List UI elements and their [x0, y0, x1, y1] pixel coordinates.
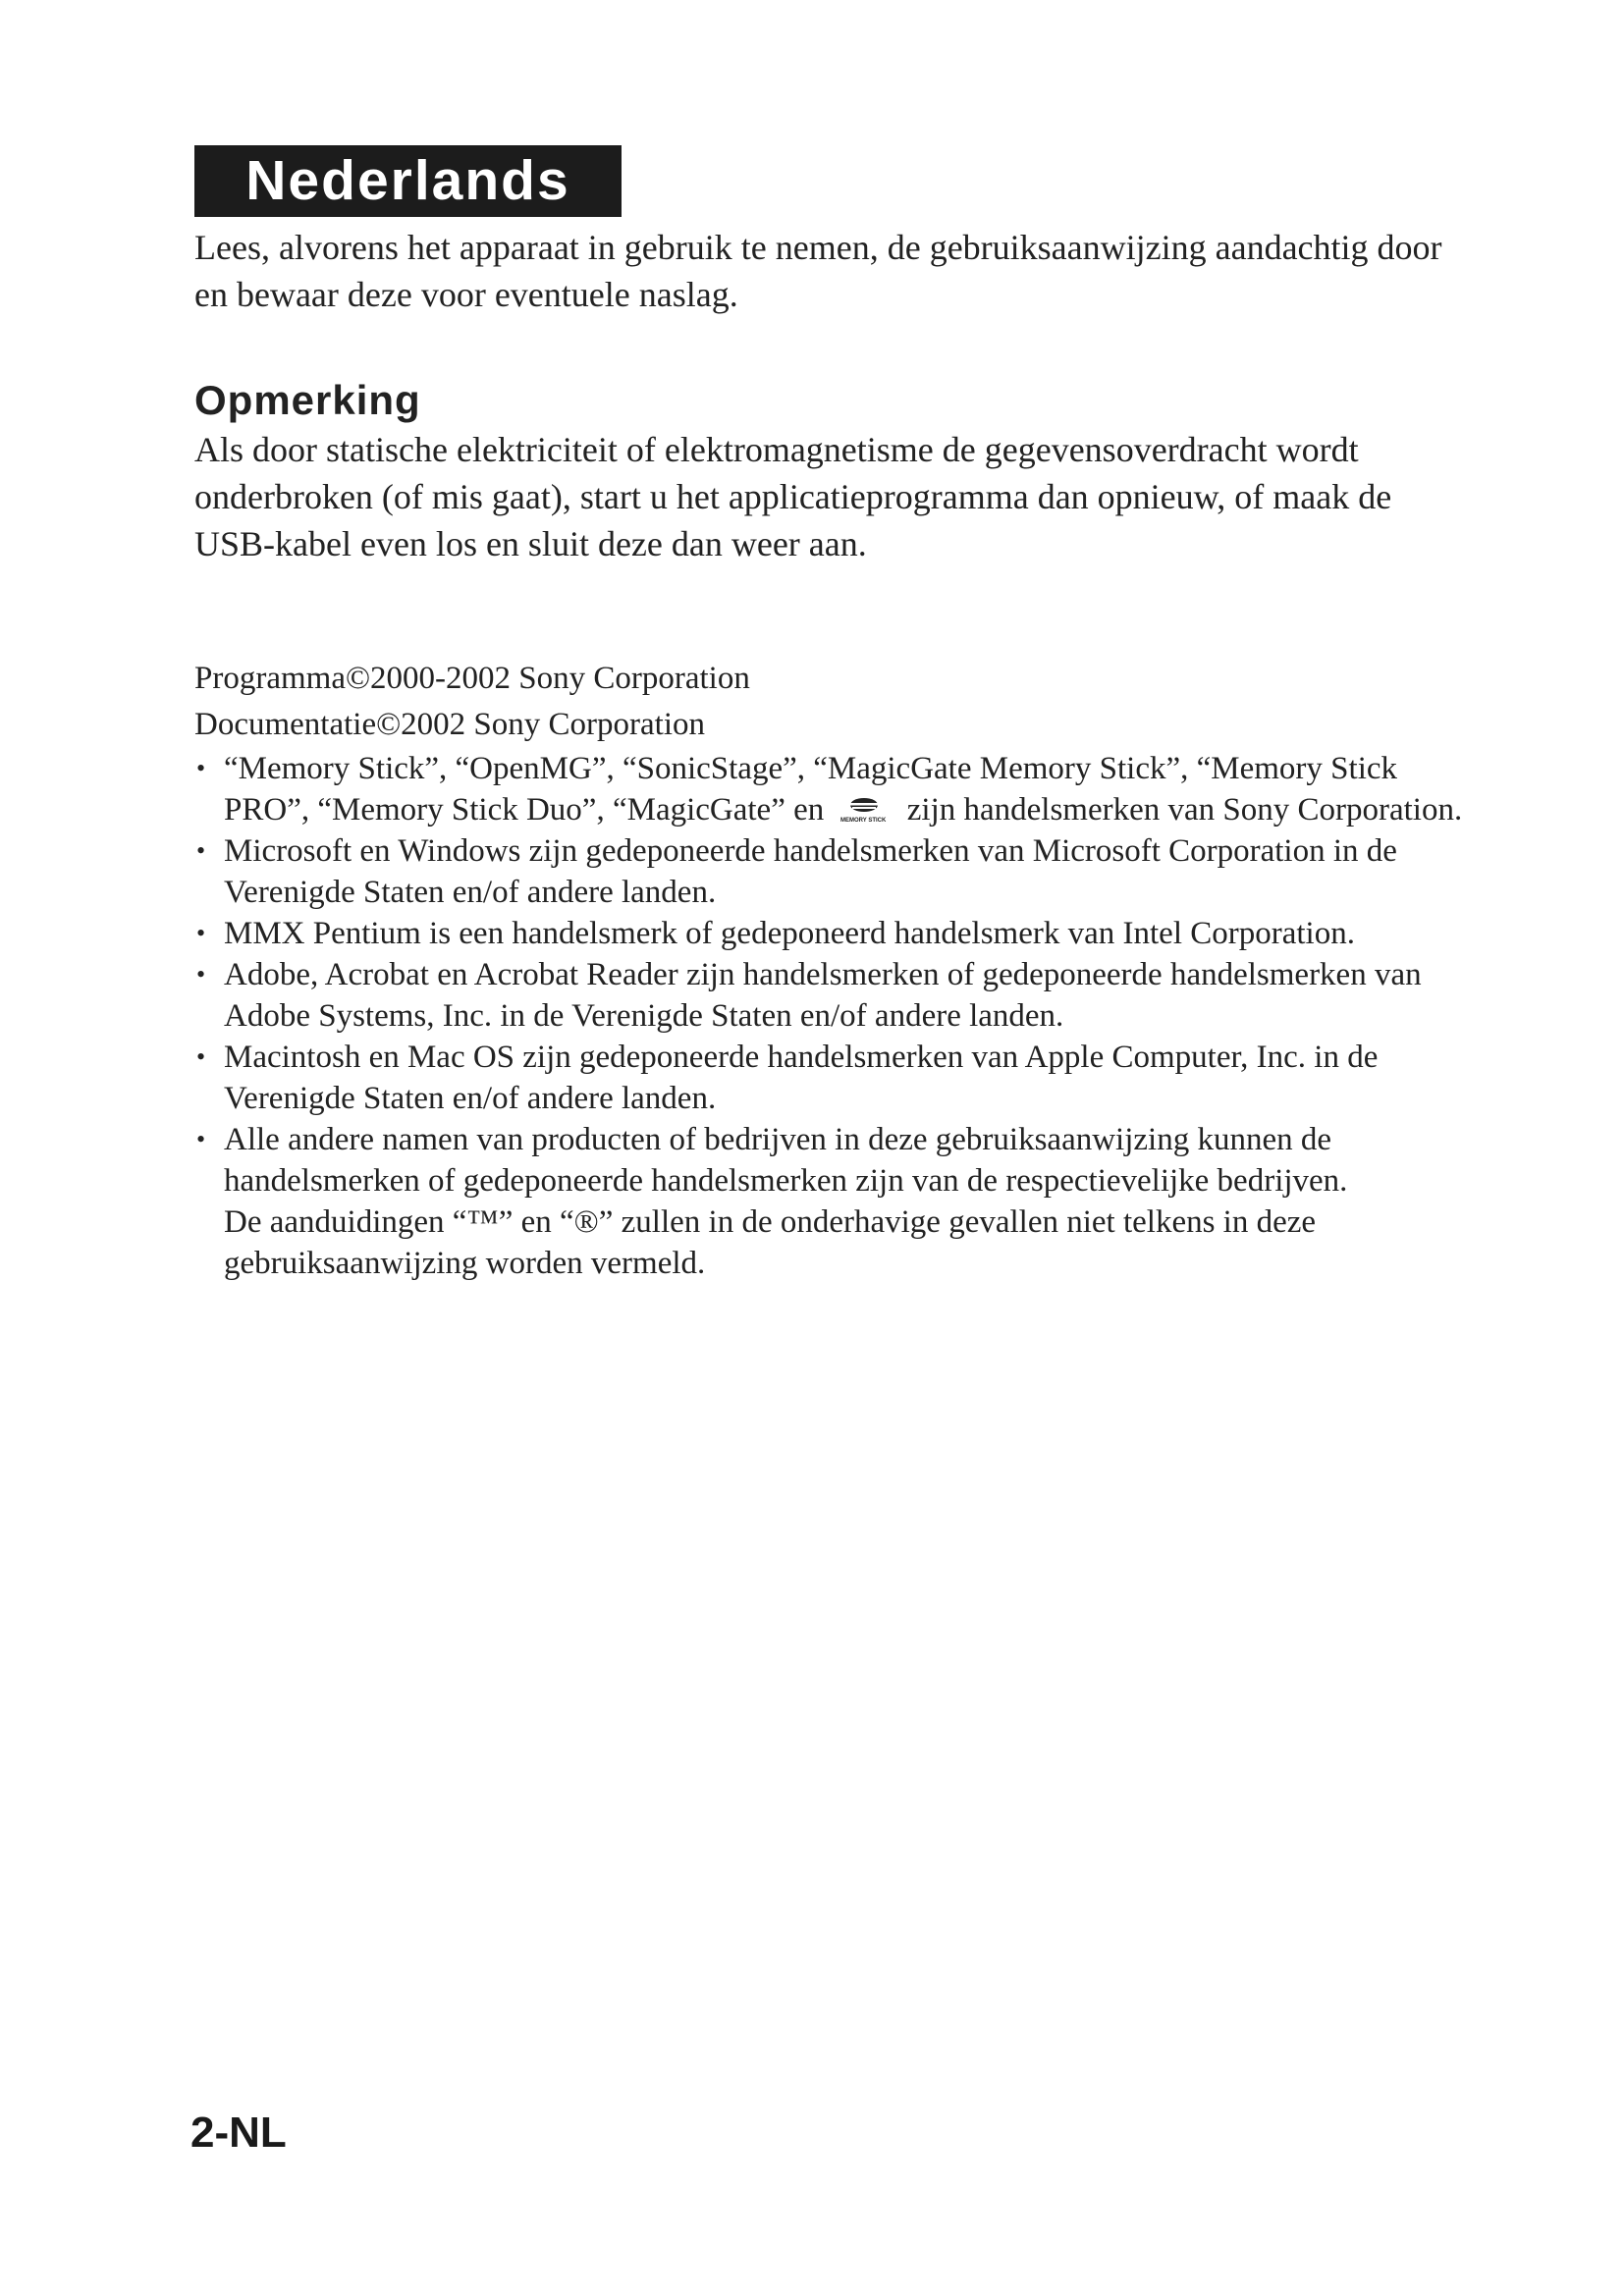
trademark-sony-text: “Memory Stick”, “OpenMG”, “SonicStage”, “MagicGate Memory Stick”, “Memory Stick PRO”, “Memory Stick Duo”, “MagicGate” en — [224, 751, 1398, 828]
memory-stick-logo-icon — [839, 796, 893, 826]
trademark-list — [194, 748, 1490, 1284]
bullet-icon: • — [196, 1125, 206, 1153]
note-heading: Opmerking — [194, 377, 421, 423]
bullet-icon: • — [196, 754, 206, 782]
bullet-icon: • — [196, 1042, 206, 1071]
trademark-intel-text: MMX Pentium is een handelsmerk of gedeponeerd handelsmerk van Intel Corporation. — [224, 916, 1355, 951]
trademark-item-apple — [194, 1037, 1490, 1119]
intro-paragraph: Lees, alvorens het apparaat in gebruik te nemen, de gebruiksaanwijzing aandachtig door en bewaar deze voor eventuele naslag. — [194, 228, 1442, 314]
trademark-item-microsoft — [194, 830, 1490, 913]
bullet-icon: • — [196, 960, 206, 988]
language-banner: Nederlands — [194, 145, 622, 217]
trademark-symbols-note: De aanduidingen “™” en “®” zullen in de onderhavige gevallen niet telkens in deze gebruiksaanwijzing worden vermeld. — [224, 1204, 1317, 1281]
page-number: 2-NL — [190, 2109, 287, 2157]
trademark-others-text: Alle andere namen van producten of bedrijven in deze gebruiksaanwijzing kunnen de handelsmerken of gedeponeerde handelsmerken zijn van de respectievelijke bedrijven. — [224, 1122, 1348, 1199]
trademark-apple-text: Macintosh en Mac OS zijn gedeponeerde handelsmerken van Apple Computer, Inc. in de Verenigde Staten en/of andere landen. — [224, 1040, 1379, 1116]
trademark-item-sony — [194, 748, 1490, 830]
trademark-item-others — [194, 1119, 1490, 1284]
documentation-copyright: Documentatie©2002 Sony Corporation — [194, 707, 705, 742]
bullet-icon: • — [196, 836, 206, 865]
program-copyright: Programma©2000-2002 Sony Corporation — [194, 661, 750, 696]
trademark-microsoft-text: Microsoft en Windows zijn gedeponeerde handelsmerken van Microsoft Corporation in de Verenigde Staten en/of andere landen. — [224, 833, 1397, 910]
note-paragraph: Als door statische elektriciteit of elektromagnetisme de gegevensoverdracht wordt onderbroken (of mis gaat), start u het applicatieprogramma dan opnieuw, of maak de USB-kabel even los en sluit deze dan weer aan. — [194, 430, 1392, 563]
trademark-adobe-text: Adobe, Acrobat en Acrobat Reader zijn handelsmerken of gedeponeerde handelsmerken van Adobe Systems, Inc. in de Verenigde Staten en/of andere landen. — [224, 957, 1422, 1034]
trademark-item-intel — [194, 913, 1490, 954]
trademark-item-adobe — [194, 954, 1490, 1037]
bullet-icon: • — [196, 919, 206, 947]
trademark-sony-text-end: zijn handelsmerken van Sony Corporation. — [906, 792, 1463, 828]
memory-stick-logo-text: MEMORY STICK — [839, 818, 886, 824]
